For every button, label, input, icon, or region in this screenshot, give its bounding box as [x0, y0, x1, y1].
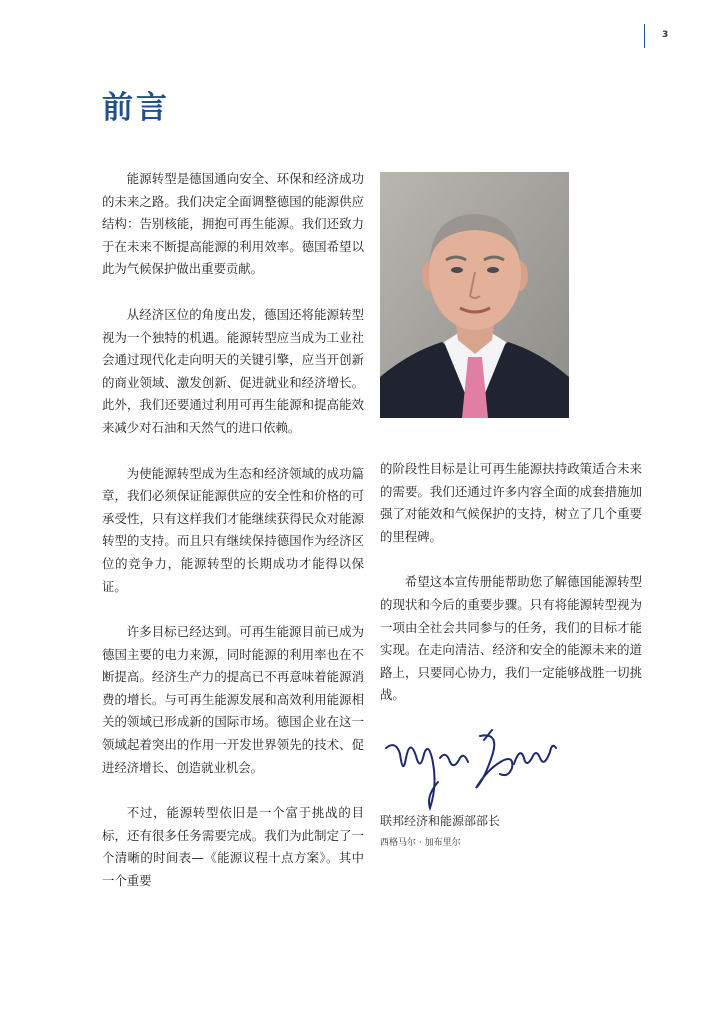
paragraph-3: 为使能源转型成为生态和经济领域的成功篇章，我们必须保证能源供应的安全性和价格的可承受性，只有这样我们才能继续获得民众对能源转型的支持。而且只有继续保持德国作为经济区位的竞争力，能源转型的长期成功才能得以保证。 — [102, 465, 364, 594]
paragraph-2: 从经济区位的角度出发，德国还将能源转型视为一个独特的机遇。能源转型应当成为工业社会通过现代化走向明天的关键引擎，应当开创新的商业领域、激发创新、促进就业和经济增长。此外，我们还要通过利用可再生能源和提高能效来减少对石油和天然气的进口依赖。 — [102, 306, 364, 435]
handwritten-signature — [380, 728, 570, 814]
page-header-rule — [644, 24, 645, 48]
page-title: 前言 — [102, 90, 170, 126]
paragraph-4: 许多目标已经达到。可再生能源目前已成为德国主要的电力来源，同时能源的利用率也在不断提高。经济生产力的提高已不再意味着能源消费的增长。与可再生能源发展和高效利用能源相关的领域已形成新的国际市场。德国企业在这一领域起着突出的作用一开发世界领先的技术、促进经济增长、创造就业机会。 — [102, 624, 364, 775]
signature-name: 西格马尔 · 加布里尔 — [380, 838, 461, 848]
portrait-illustration — [380, 172, 569, 418]
paragraph-7: 希望这本宣传册能帮助您了解德国能源转型的现状和今后的重要步骤。只有将能源转型视为一项由全社会共同参与的任务，我们的目标才能实现。在走向清洁、经济和安全的能源未来的道路上，只要同心协力，我们一定能够战胜一切挑战。 — [380, 574, 642, 703]
right-column — [380, 458, 642, 730]
minister-portrait — [380, 172, 569, 418]
signature-title: 联邦经济和能源部部长 — [380, 814, 501, 828]
paragraph-5: 不过，能源转型依旧是一个富于挑战的目标，还有很多任务需要完成。我们为此制定了一个清晰的时间表—《能源议程十点方案》。其中一个重要 — [102, 805, 364, 889]
left-column — [102, 168, 364, 916]
page-number: 3 — [662, 30, 669, 40]
paragraph-6: 的阶段性目标是让可再生能源扶持政策适合未来的需要。我们还通过许多内容全面的成套措施加强了对能效和气候保护的支持，树立了几个重要的里程碑。 — [380, 461, 642, 544]
paragraph-1: 能源转型是德国通向安全、环保和经济成功的未来之路。我们决定全面调整德国的能源供应结构：告别核能，拥抱可再生能源。我们还致力于在未来不断提高能源的利用效率。德国希望以此为气候保护做出重要贡献。 — [102, 171, 364, 277]
